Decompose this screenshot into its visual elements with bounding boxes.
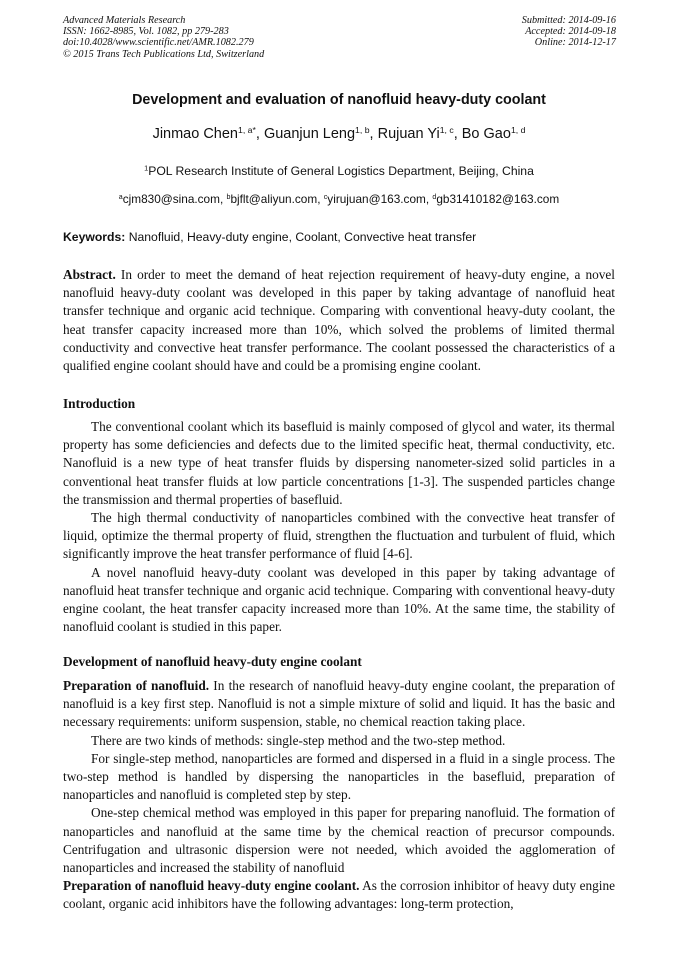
paragraph: The high thermal conductivity of nanoparticles combined with the convective heat transfer of liquid, optimize the thermal property of fluid, strengthen the fluctuation and turbulent of fluid, which significantly improve the heat transfer performance of fluid [4-6]. <box>63 510 615 562</box>
paragraph: The conventional coolant which its basefluid is mainly composed of glycol and water, its thermal property has some deficiencies and defects due to the limited specific heat, thermal conductivity, etc. Nanofluid is a new type of heat transfer fluids by dispersing nanometer-sized solid particles in a conventional heat transfer fluids at low particle concentrations [1-3]. The suspended particles change the transmission and thermal properties of basefluid. <box>63 419 615 507</box>
copyright-line: © 2015 Trans Tech Publications Ltd, Switzerland <box>63 48 265 60</box>
author-sup: 1, c <box>439 124 454 135</box>
author-name: Rujuan Yi <box>377 126 440 142</box>
accepted-date: Accepted: 2014-09-18 <box>525 26 616 38</box>
abstract-label: Abstract. <box>63 267 116 282</box>
abstract-text: In order to meet the demand of heat rejection requirement of heavy-duty engine, a novel nanofluid heavy-duty coolant was developed in this paper by taking advantage of nanofluid heat transfer technique and organic acid technique. Comparing with conventional heavy-duty coolant, the heat transfer capacity increased more than 10%, which solved the problems of limited thermal conductivity and convective heat transfer performance. The coolant possessed the characteristics of a qualified engine coolant should have and could be a promising engine coolant. <box>63 267 615 374</box>
email-list: $^a$cjm830@sina.com, $^b$bjflt@aliyun.com, $^c$yirujuan@163.com, $^d$gb31410182@163.com <box>118 192 560 206</box>
subsection-label: Preparation of nanofluid heavy-duty engine coolant. <box>63 878 360 894</box>
keywords-label: Keywords: <box>63 230 126 244</box>
author-list: Jinmao Chen$^{1, a*}$, Guanjun Leng$^{1, b}$, Rujuan Yi$^{1, c}$, Bo Gao$^{1, d}$ <box>152 124 526 142</box>
author-name: Guanjun Leng <box>263 126 356 142</box>
journal-name: Advanced Materials Research <box>63 15 186 26</box>
paragraph: A novel nanofluid heavy-duty coolant was developed in this paper by taking advantage of nanofluid heat transfer technique and organic acid technique. Comparing with conventional heavy-duty engine coolant, the heat transfer capacity increased more than 10%. At the same time, the stability of nanofluid coolant is studied in this paper. <box>63 564 615 635</box>
affiliation <box>0 164 678 178</box>
author-sup: 1, b <box>355 124 370 135</box>
keywords-text: Nanofluid, Heavy-duty engine, Coolant, Convective heat transfer <box>125 230 477 244</box>
paragraph: One-step chemical method was employed in this paper for preparing nanofluid. The formation of nanoparticles and nanofluid at the same time by the chemical reaction of precursor compounds. Centrifugation and ultrasonic dispersion were not needed, which avoided the agglomeration of nanoparticles and increased the stability of nanofluid <box>63 805 615 876</box>
email-sup: d <box>432 192 437 201</box>
email-address[interactable]: cjm830@sina.com <box>122 192 220 206</box>
email-address[interactable]: bjflt@aliyun.com <box>230 192 318 206</box>
affiliation-text: POL Research Institute of General Logistics Department, Beijing, China <box>148 164 534 178</box>
paragraph: There are two kinds of methods: single-step method and the two-step method. <box>91 732 506 748</box>
paragraph: For single-step method, nanoparticles are formed and dispersed in a fluid in a single process. The two-step method is handled by dispersing the nanoparticles in the basefluid, preparation of nanoparticles and nanofluid is completed step by step. <box>63 750 615 803</box>
email-sup: a <box>118 192 123 201</box>
paper-title: Development and evaluation of nanofluid heavy-duty coolant <box>132 92 546 108</box>
author-name: Bo Gao <box>461 126 511 142</box>
paragraph: In the research of nanofluid heavy-duty engine coolant, the preparation of nanofluid is a key first step. Nanofluid is not a simple mixture of solid and liquid. It has the basic and necessary requirements: uniform suspension, stable, no chemical reaction taking place. <box>63 678 615 730</box>
paragraph: As the corrosion inhibitor of heavy duty engine coolant, organic acid inhibitors have the following advantages: long-term protection, <box>63 878 616 912</box>
abstract <box>63 266 615 375</box>
affiliation-sup: 1 <box>144 163 149 173</box>
online-date: Online: 2014-12-17 <box>534 37 616 49</box>
submission-dates <box>522 15 616 49</box>
keywords <box>63 230 618 244</box>
issn-line: ISSN: 1662-8985, Vol. 1082, pp 279-283 <box>63 26 229 38</box>
author-name: Jinmao Chen <box>152 126 238 142</box>
development-body <box>63 677 615 914</box>
email-address[interactable]: yirujuan@163.com <box>327 192 426 206</box>
development-heading: Development of nanofluid heavy-duty engine coolant <box>63 654 362 669</box>
subsection-label: Preparation of nanofluid. <box>63 678 210 693</box>
email-sup: c <box>323 192 328 201</box>
email-sup: b <box>226 192 231 201</box>
introduction-heading: Introduction <box>63 396 136 411</box>
introduction-body <box>63 418 615 636</box>
journal-info <box>63 15 264 60</box>
email-address[interactable]: gb31410182@163.com <box>436 192 560 206</box>
author-sup: 1, a* <box>238 124 256 135</box>
doi-line: doi:10.4028/www.scientific.net/AMR.1082.279 <box>63 37 254 49</box>
submitted-date: Submitted: 2014-09-16 <box>521 15 616 26</box>
author-sup: 1, d <box>510 124 526 135</box>
